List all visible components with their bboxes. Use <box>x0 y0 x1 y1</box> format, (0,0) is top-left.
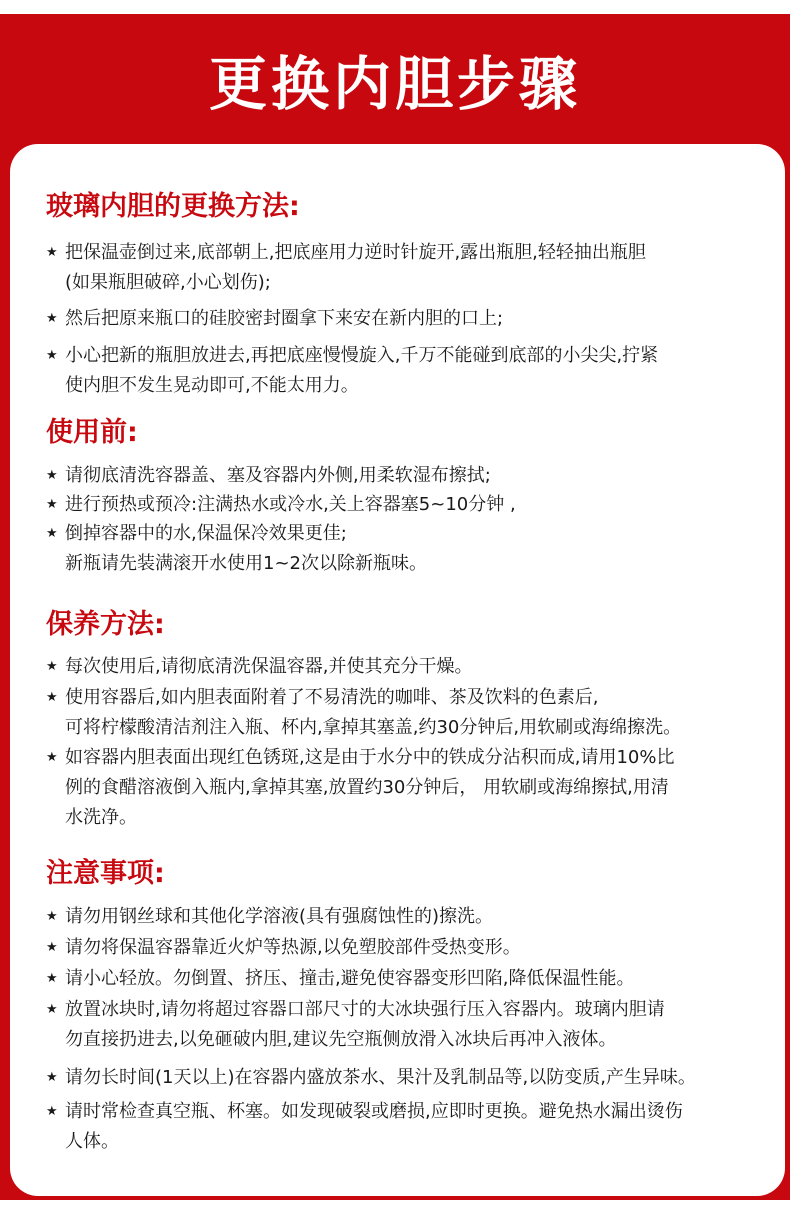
item-text: 如容器内胆表面出现红色锈斑,这是由于水分中的铁成分沾积而成,请用10%比 <box>65 747 675 768</box>
star-bullet-icon: ★ <box>46 750 58 765</box>
item-text: 新瓶请先装满滚开水使用1~2次以除新瓶味。 <box>65 553 427 574</box>
star-bullet-icon: ★ <box>46 245 58 260</box>
item-text: 人体。 <box>65 1131 119 1152</box>
item-text: 可将柠檬酸清洁剂注入瓶、杯内,拿掉其塞盖,约30分钟后,用软刷或海绵擦洗。 <box>65 717 682 738</box>
item-text: 请时常检查真空瓶、杯塞。如发现破裂或磨损,应即时更换。避免热水漏出烫伤 <box>65 1101 683 1122</box>
item-text: 请勿长时间(1天以上)在容器内盛放茶水、果汁及乳制品等,以防变质,产生异味。 <box>65 1067 696 1088</box>
star-bullet-icon: ★ <box>46 311 58 326</box>
star-bullet-icon: ★ <box>46 690 58 705</box>
item-text: 把保温壶倒过来,底部朝上,把底座用力逆时针旋开,露出瓶胆,轻轻抽出瓶胆 <box>65 242 646 263</box>
item-text: (如果瓶胆破碎,小心划伤); <box>65 272 271 293</box>
star-bullet-icon: ★ <box>46 1002 58 1017</box>
star-bullet-icon: ★ <box>46 971 58 986</box>
star-bullet-icon: ★ <box>46 1070 58 1085</box>
star-bullet-icon: ★ <box>46 468 58 483</box>
item-text: 勿直接扔进去,以免砸破内胆,建议先空瓶侧放滑入冰块后再冲入液体。 <box>65 1029 617 1050</box>
item-text: 倒掉容器中的水,保温保冷效果更佳; <box>65 523 347 544</box>
item-text: 请勿将保温容器靠近火炉等热源,以免塑胶部件受热变形。 <box>65 937 521 958</box>
section-title: 使用前: <box>46 417 138 448</box>
item-text: 请勿用钢丝球和其他化学溶液(具有强腐蚀性的)擦洗。 <box>65 906 494 927</box>
item-text: 每次使用后,请彻底清洗保温容器,并使其充分干燥。 <box>65 656 473 677</box>
item-text: 放置冰块时,请勿将超过容器口部尺寸的大冰块强行压入容器内。玻璃内胆请 <box>65 999 665 1020</box>
item-text: 例的食醋溶液倒入瓶内,拿掉其塞,放置约30分钟后， 用软刷或海绵擦拭,用清 <box>65 777 669 798</box>
star-bullet-icon: ★ <box>46 348 58 363</box>
star-bullet-icon: ★ <box>46 1104 58 1119</box>
star-bullet-icon: ★ <box>46 940 58 955</box>
item-text: 请小心轻放。勿倒置、挤压、撞击,避免使容器变形凹陷,降低保温性能。 <box>65 968 635 989</box>
star-bullet-icon: ★ <box>46 659 58 674</box>
item-text: 水洗净。 <box>65 807 137 828</box>
star-bullet-icon: ★ <box>46 497 58 512</box>
section-title: 保养方法: <box>46 609 165 640</box>
item-text: 使用容器后,如内胆表面附着了不易清洗的咖啡、茶及饮料的色素后, <box>65 687 599 708</box>
item-text: 请彻底清洗容器盖、塞及容器内外侧,用柔软湿布擦拭; <box>65 465 491 486</box>
section-title: 玻璃内胆的更换方法: <box>46 191 300 222</box>
item-text: 使内胆不发生晃动即可,不能太用力。 <box>65 375 359 396</box>
item-text: 进行预热或预冷:注满热水或冷水,关上容器塞5~10分钟 , <box>65 494 516 515</box>
item-text: 小心把新的瓶胆放进去,再把底座慢慢旋入,千万不能碰到底部的小尖尖,拧紧 <box>65 345 659 366</box>
star-bullet-icon: ★ <box>46 909 58 924</box>
section-title: 注意事项: <box>46 858 165 889</box>
star-bullet-icon: ★ <box>46 526 58 541</box>
content-card <box>10 144 785 1196</box>
item-text: 然后把原来瓶口的硅胶密封圈拿下来安在新内胆的口上; <box>65 308 504 329</box>
page-title: 更换内胆步骤 <box>208 50 581 118</box>
